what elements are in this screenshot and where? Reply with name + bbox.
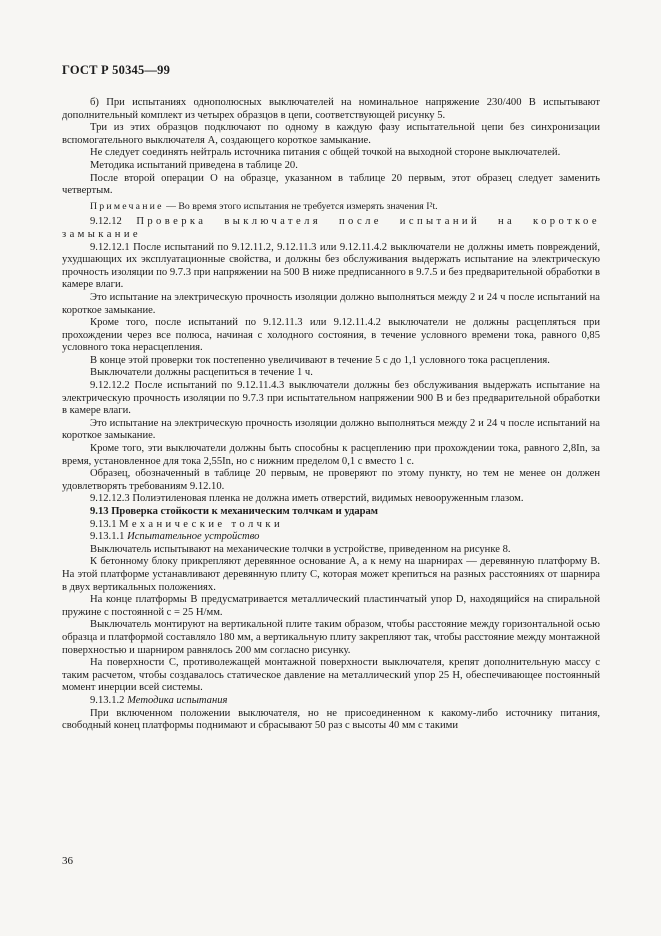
- standard-code-header: ГОСТ Р 50345—99: [62, 63, 171, 77]
- section-number: 9.12.12: [90, 216, 137, 228]
- section-heading-9-13-1-2: [62, 695, 600, 708]
- note: [62, 201, 600, 214]
- section-title: Испытательное устройство: [127, 531, 260, 543]
- paragraph: Это испытание на электрическую прочность изоляции должно выполняться между 2 и 24 ч после испытаний на короткое замыкание.: [62, 417, 600, 442]
- paragraph: Методика испытаний приведена в таблице 20.: [90, 159, 298, 171]
- section-title: Методика испытания: [127, 694, 228, 706]
- paragraph: К бетонному блоку прикрепляют деревянное основание А, а к нему на шарнирах — деревянную платформу В. На этой платформе устанавливают деревянную плиту С, которая может крепиться на разных расстояниях от шарнира в двух вертикальных положениях.: [62, 556, 600, 593]
- paragraph: Выключатель испытывают на механические толчки в устройстве, приведенном на рисунке 8.: [90, 543, 511, 555]
- section-heading-9-13-1-1: [62, 531, 600, 544]
- paragraph: На поверхности С, противолежащей монтажной поверхности выключателя, крепят дополнительную массу с таким расчетом, чтобы создавалось статическое давление на металлический упор 25 Н, обеспечивающее постоянный момент инерции всей системы.: [62, 657, 600, 694]
- paragraph: В конце этой проверки ток постепенно увеличивают в течение 5 с до 1,1 условного тока расцепления.: [90, 354, 550, 366]
- paragraph: При включенном положении выключателя, но не присоединенном к какому-либо источнику питания, свободный конец платформы поднимают и сбрасывают 50 раз с высоты 40 мм с такими: [62, 707, 600, 732]
- section-number: 9.13.1.2: [90, 694, 128, 706]
- section-heading-9-13-1: [62, 519, 600, 532]
- paragraph: Кроме того, эти выключатели должны быть способны к расцеплению при прохождении тока, равного 2,8In, за время, установленное для тока 2,55In, но с нижним пределом 0,1 с вместо 1 с.: [62, 443, 600, 467]
- page-number: 36: [62, 855, 73, 867]
- paragraph: 9.12.12.2 После испытаний по 9.12.11.4.3 выключатели должны без обслуживания выдержать испытание на электрическую прочность изоляции по 9.7.3 при испытательном напряжении 900 В и без предварительной обработки в камере влаги.: [62, 380, 600, 417]
- paragraph: Выключатели должны расцепиться в течение 1 ч.: [90, 367, 313, 379]
- paragraph: Выключатель монтируют на вертикальной плите таким образом, чтобы расстояние между горизонтальной осью образца и платформой составляло 180 мм, а вертикальную плиту закрепляют так, чтобы расстояние между монтажной поверхностью и шарниром равнялось 200 мм согласно рисунку.: [62, 619, 600, 656]
- section-number: 9.13.1.1: [90, 531, 128, 543]
- section-heading-9-13: 9.13 Проверка стойкости к механическим толчкам и ударам: [90, 506, 379, 517]
- paragraph: Три из этих образцов подключают по одному в каждую фазу испытательной цепи без синхронизации вспомогательного выключателя А, создающего короткое замыкание.: [62, 122, 600, 146]
- paragraph: Это испытание на электрическую прочность изоляции должно выполняться между 2 и 24 ч после испытаний на короткое замыкание.: [62, 291, 600, 316]
- paragraph: После второй операции О на образце, указанном в таблице 20 первым, этот образец следует заменить четвертым.: [62, 172, 600, 197]
- note-text: — Во время этого испытания не требуется измерять значения I²t.: [163, 200, 438, 212]
- paragraph: Образец, обозначенный в таблице 20 первым, не проверяют по этому пункту, но тем не менее он должен удовлетворять требованиям 9.12.10.: [62, 468, 600, 492]
- paragraph: На конце платформы В предусматривается металлический пластинчатый упор D, находящийся на спиральной пружине с постоянной c = 25 Н/мм.: [62, 594, 600, 618]
- section-heading-9-12-12: [62, 216, 600, 241]
- body-text: [62, 97, 600, 733]
- note-label: Примечание: [90, 200, 164, 212]
- section-title: Проверка выключателя после испытаний на короткое замыкание: [62, 216, 600, 240]
- section-title: Механические толчки: [119, 518, 284, 530]
- paragraph: Кроме того, после испытаний по 9.12.11.3 или 9.12.11.4.2 выключатели не должны расцепляться при прохождении через все полюса, начиная с холодного состояния, в течение условного времени тока, равного 0,85 условного тока нерасцепления.: [62, 317, 600, 354]
- paragraph: б) При испытаниях однополюсных выключателей на номинальное напряжение 230/400 В испытывают дополнительный комплект из четырех образцов в цепи, соответствующей рисунку 5.: [62, 97, 600, 121]
- paragraph: 9.12.12.1 После испытаний по 9.12.11.2, 9.12.11.3 или 9.12.11.4.2 выключатели не должны иметь повреждений, ухудшающих их эксплуатационные свойства, и должны без обслуживания выдержать испытание на электрическую прочность изоляции по 9.7.3 при напряжении на 500 В ниже предписанного в 9.7.5 и без предварительной обработки в камере влаги.: [62, 241, 600, 291]
- paragraph: 9.12.12.3 Полиэтиленовая пленка не должна иметь отверстий, видимых невооруженным глазом.: [90, 493, 524, 505]
- section-number: 9.13.1: [90, 518, 120, 530]
- paragraph: Не следует соединять нейтраль источника питания с общей точкой на выходной стороне выключателей.: [90, 147, 561, 159]
